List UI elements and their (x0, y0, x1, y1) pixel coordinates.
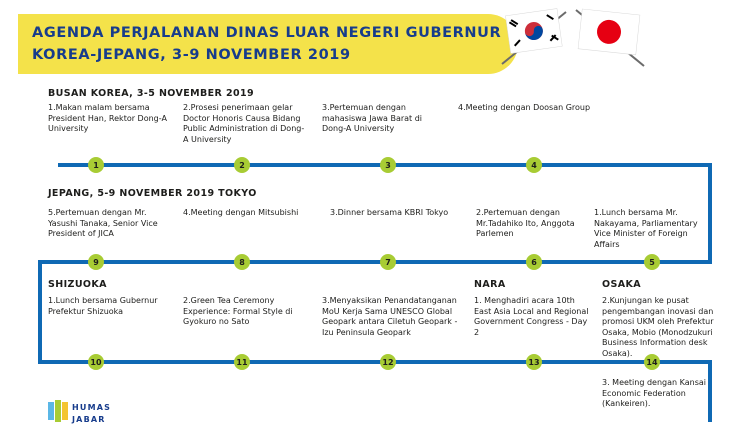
section-busan: BUSAN KOREA, 3-5 NOVEMBER 2019 (48, 88, 254, 99)
agenda-item: 3.Menyaksikan Penandatanganan MoU Kerja Sama UNESCO Global Geopark antara Ciletuh Geopark - Izu Peninsula Geopark (322, 296, 458, 337)
agenda-item: 2.Prosesi penerimaan gelar Doctor Honoris Causa Bidang Public Administration di Dong-A University (183, 103, 305, 144)
japan-flag-icon (572, 6, 648, 68)
agenda-item: 1.Lunch bersama Mr. Nakayama, Parliamentary Vice Minister of Foreign Affairs (594, 208, 698, 249)
page-title: AGENDA PERJALANAN DINAS LUAR NEGERI GUBERNUR KOREA-JEPANG, 3-9 NOVEMBER 2019 (32, 25, 502, 63)
timeline-node: 14 (644, 354, 660, 370)
agenda-item: 2.Pertemuan dengan Mr.Tadahiko Ito, Anggota Parlemen (476, 208, 575, 238)
humas-jabar-logo-icon (48, 400, 68, 422)
agenda-item: 1.Lunch bersama Gubernur Prefektur Shizuoka (48, 296, 158, 316)
timeline-node: 10 (88, 354, 104, 370)
timeline-node: 11 (234, 354, 250, 370)
section-nara: NARA (474, 279, 506, 290)
agenda-item: 3. Meeting dengan Kansai Economic Federation (Kankeiren). (602, 378, 707, 408)
agenda-item: 3.Dinner bersama KBRI Tokyo (330, 208, 449, 217)
agenda-item: 5.Pertemuan dengan Mr. Yasushi Tanaka, Senior Vice President of JICA (48, 208, 158, 238)
timeline-node: 3 (380, 157, 396, 173)
agenda-item: 2.Kunjungan ke pusat pengembangan inovasi dan promosi UKM oleh Prefektur Osaka, Mobio (Monodzukuri Business Information desk Osaka). (602, 296, 714, 358)
timeline-node: 13 (526, 354, 542, 370)
section-jepang: JEPANG, 5-9 NOVEMBER 2019 TOKYO (48, 188, 257, 199)
timeline-node: 6 (526, 254, 542, 270)
agenda-item: 3.Pertemuan dengan mahasiswa Jawa Barat di Dong-A University (322, 103, 423, 133)
timeline-line-right1 (708, 163, 712, 264)
timeline-node: 1 (88, 157, 104, 173)
agenda-item: 4.Meeting dengan Doosan Group (458, 103, 591, 112)
timeline-line-row3 (38, 360, 712, 364)
timeline-node: 8 (234, 254, 250, 270)
agenda-item: 1. Menghadiri acara 10th East Asia Local and Regional Government Congress - Day 2 (474, 296, 589, 337)
korea-flag-icon (500, 8, 570, 66)
agenda-item: 4.Meeting dengan Mitsubishi (183, 208, 299, 217)
section-shizuoka: SHIZUOKA (48, 279, 107, 290)
timeline-node: 12 (380, 354, 396, 370)
timeline-line-row2 (38, 260, 712, 264)
timeline-node: 5 (644, 254, 660, 270)
section-osaka: OSAKA (602, 279, 641, 290)
timeline-node: 4 (526, 157, 542, 173)
timeline-node: 7 (380, 254, 396, 270)
logo-line2: JABAR (72, 415, 106, 424)
timeline-node: 2 (234, 157, 250, 173)
logo-line1: HUMAS (72, 403, 112, 412)
timeline-line-left (38, 260, 42, 364)
agenda-item: 2.Green Tea Ceremony Experience: Formal Style di Gyokuro no Sato (183, 296, 293, 326)
logo-text (72, 402, 111, 426)
timeline-node: 9 (88, 254, 104, 270)
agenda-item: 1.Makan malam bersama President Han, Rektor Dong-A University (48, 103, 167, 133)
